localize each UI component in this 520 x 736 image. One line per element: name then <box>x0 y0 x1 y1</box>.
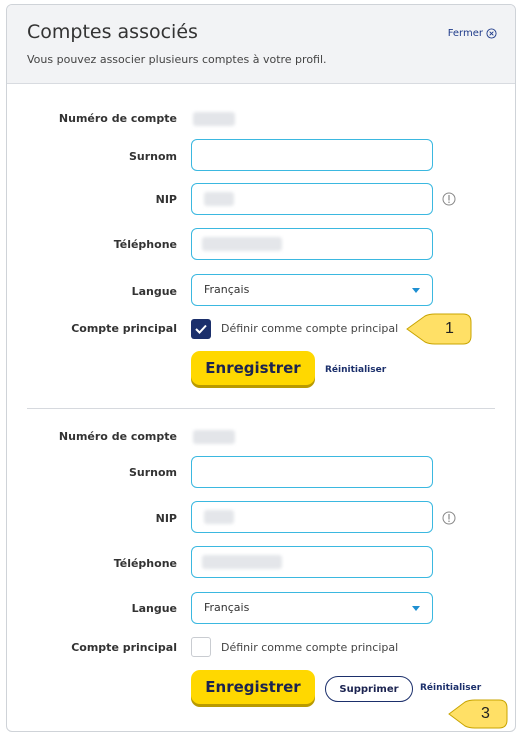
callout-number-3: 3 <box>481 705 490 722</box>
info-icon[interactable] <box>442 511 456 525</box>
account-number-label-1: Numéro de compte <box>58 112 177 125</box>
page-title: Comptes associés <box>27 21 198 43</box>
reset-link-2[interactable]: Réinitialiser <box>420 683 482 693</box>
close-icon <box>486 28 497 39</box>
nickname-label-2: Surnom <box>128 466 177 479</box>
language-label-1: Langue <box>131 285 177 298</box>
checkmark-icon <box>191 319 211 339</box>
close-label: Fermer <box>447 28 483 39</box>
reset-link-1[interactable]: Réinitialiser <box>325 365 387 375</box>
phone-masked-value-2 <box>202 555 282 569</box>
save-button-1[interactable]: Enregistrer <box>191 351 315 385</box>
phone-input-1[interactable] <box>191 228 433 260</box>
account-number-value-2 <box>193 430 235 444</box>
page-subtitle: Vous pouvez associer plusieurs comptes à votre profil. <box>27 53 327 66</box>
callout-bubble-1 <box>405 311 475 347</box>
chevron-down-icon <box>412 606 420 611</box>
primary-label-1: Compte principal <box>71 322 177 335</box>
nickname-input-2[interactable] <box>191 456 433 488</box>
phone-label-1: Téléphone <box>113 238 177 251</box>
account-number-label-2: Numéro de compte <box>58 430 177 443</box>
callout-bubble-3 <box>447 697 509 731</box>
pin-masked-value-2 <box>204 510 234 524</box>
set-primary-label-2: Définir comme compte principal <box>221 641 399 654</box>
delete-button-2[interactable]: Supprimer <box>325 676 413 702</box>
phone-label-2: Téléphone <box>113 557 177 570</box>
language-select-1[interactable] <box>191 274 433 306</box>
section-divider <box>27 408 495 409</box>
close-button[interactable] <box>448 28 497 39</box>
callout-number-1: 1 <box>445 320 454 337</box>
pin-label-1: NIP <box>155 193 177 206</box>
primary-checkbox-2[interactable] <box>191 637 211 657</box>
phone-masked-value-1 <box>202 237 282 251</box>
language-label-2: Langue <box>131 602 177 615</box>
pin-input-1[interactable] <box>191 183 433 215</box>
pin-input-2[interactable] <box>191 501 433 533</box>
language-selected-value-1: Français <box>204 283 250 296</box>
pin-masked-value-1 <box>204 192 234 206</box>
nickname-input-1[interactable] <box>191 139 433 171</box>
language-selected-value-2: Français <box>204 601 250 614</box>
nickname-label-1: Surnom <box>128 150 177 163</box>
set-primary-label-1: Définir comme compte principal <box>221 322 399 335</box>
pin-label-2: NIP <box>155 512 177 525</box>
save-button-2[interactable]: Enregistrer <box>191 670 315 704</box>
callout-shape <box>405 311 475 347</box>
panel-header <box>7 5 515 84</box>
linked-accounts-panel <box>6 4 516 732</box>
primary-checkbox-1[interactable] <box>191 319 211 339</box>
language-select-2[interactable] <box>191 592 433 624</box>
info-icon[interactable] <box>442 192 456 206</box>
callout-shape <box>447 697 509 731</box>
primary-label-2: Compte principal <box>71 641 177 654</box>
phone-input-2[interactable] <box>191 546 433 578</box>
chevron-down-icon <box>412 288 420 293</box>
account-number-value-1 <box>193 112 235 126</box>
